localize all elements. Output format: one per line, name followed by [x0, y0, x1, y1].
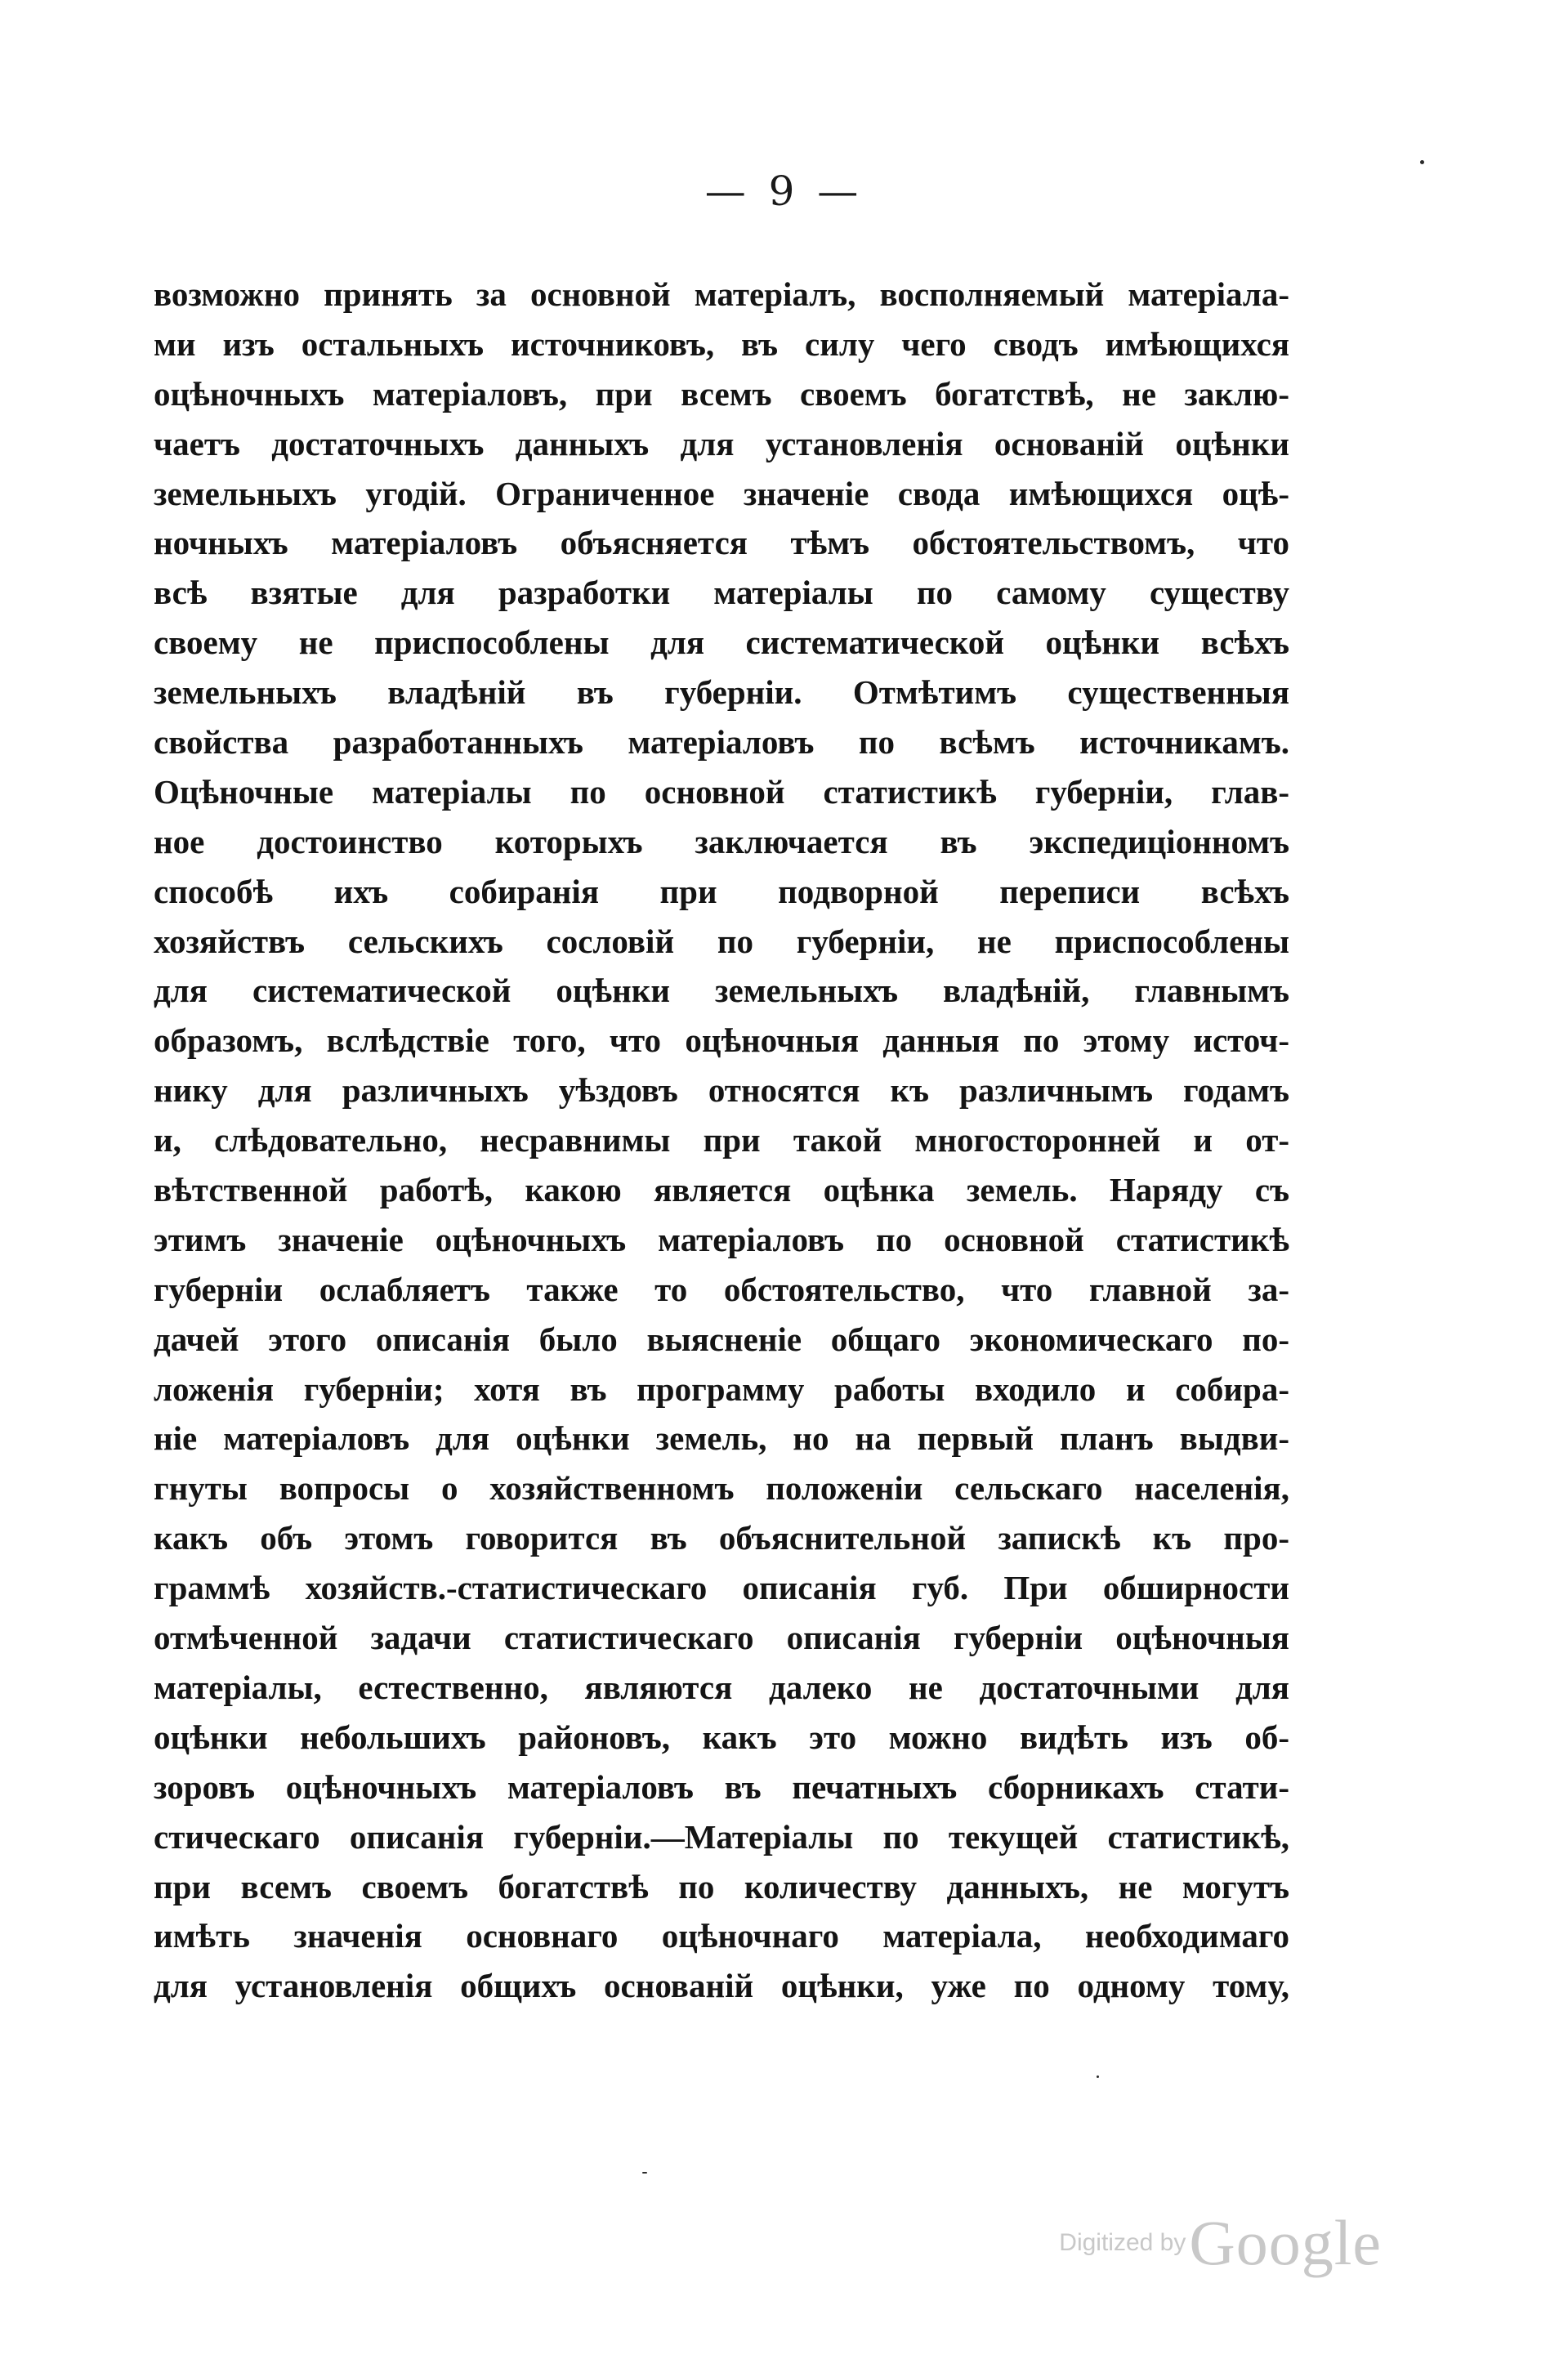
text-line: граммѣ хозяйств.-статистическаго описанія губ. При обширности [154, 1569, 1289, 1607]
watermark-prefix: Digitized by [1059, 2229, 1186, 2256]
text-line: ніе матеріаловъ для оцѣнки земель, но на первый планъ выдви- [154, 1419, 1289, 1458]
text-line: для систематической оцѣнки земельныхъ владѣній, главнымъ [154, 972, 1289, 1010]
text-line: чаетъ достаточныхъ данныхъ для установленія основаній оцѣнки [154, 424, 1289, 462]
text-line: вѣтственной работѣ, какою является оцѣнка земель. Наряду съ [154, 1171, 1289, 1209]
text-line: ложенія губерніи; хотя въ программу работы входило и собира- [154, 1369, 1289, 1408]
text-line: и, слѣдовательно, несравнимы при такой многосторонней и от- [154, 1121, 1289, 1159]
text-line: Оцѣночные матеріалы по основной статистикѣ губерніи, глав- [154, 772, 1289, 811]
text-line: матеріалы, естественно, являются далеко не достаточными для [154, 1668, 1289, 1706]
text-line: зоровъ оцѣночныхъ матеріаловъ въ печатныхъ сборникахъ стати- [154, 1767, 1289, 1806]
scan-speck [642, 2172, 647, 2174]
text-line: хозяйствъ сельскихъ сословій по губерніи, не приспособлены [154, 922, 1289, 960]
text-line: имѣть значенія основнаго оцѣночнаго матеріала, необходимаго [154, 1917, 1289, 1955]
text-line: свойства разработанныхъ матеріаловъ по всѣмъ источникамъ. [154, 723, 1289, 762]
scan-speck [1097, 2075, 1099, 2078]
text-line: оцѣночныхъ матеріаловъ, при всемъ своемъ богатствѣ, не заклю- [154, 374, 1289, 413]
text-line: земельныхъ владѣній въ губерніи. Отмѣтимъ существенныя [154, 673, 1289, 712]
text-line: ночныхъ матеріаловъ объясняется тѣмъ обстоятельствомъ, что [154, 524, 1289, 562]
body-text [154, 270, 1289, 2011]
digitized-by-google-watermark [1059, 2206, 1382, 2280]
text-line: всѣ взятые для разработки матеріалы по самому существу [154, 574, 1289, 612]
text-line: какъ объ этомъ говорится въ объяснительной запискѣ къ про- [154, 1519, 1289, 1557]
text-line: отмѣченной задачи статистическаго описанія губерніи оцѣночныя [154, 1619, 1289, 1657]
text-line: образомъ, вслѣдствіе того, что оцѣночныя данныя по этому источ- [154, 1021, 1289, 1060]
text-line: губерніи ослабляетъ также то обстоятельство, что главной за- [154, 1270, 1289, 1308]
scan-speck [1420, 160, 1424, 164]
text-line: возможно принять за основной матеріалъ, восполняемый матеріала- [154, 275, 1289, 313]
text-line: гнуты вопросы о хозяйственномъ положеніи сельскаго населенія, [154, 1469, 1289, 1508]
text-line: способѣ ихъ собиранія при подворной переписи всѣхъ [154, 872, 1289, 910]
text-line: ми изъ остальныхъ источниковъ, въ силу чего сводъ имѣющихся [154, 324, 1289, 363]
text-line: при всемъ своемъ богатствѣ по количеству данныхъ, не могутъ [154, 1867, 1289, 1906]
text-line: ное достоинство которыхъ заключается въ экспедиціонномъ [154, 822, 1289, 860]
watermark-brand: Google [1189, 2207, 1382, 2278]
text-line: этимъ значеніе оцѣночныхъ матеріаловъ по основной статистикѣ [154, 1220, 1289, 1258]
text-line: оцѣнки небольшихъ районовъ, какъ это можно видѣть изъ об- [154, 1718, 1289, 1756]
text-line: земельныхъ угодій. Ограниченное значеніе свода имѣющихся оцѣ- [154, 474, 1289, 512]
text-line: стическаго описанія губерніи.—Матеріалы по текущей статистикѣ, [154, 1817, 1289, 1856]
text-line: своему не приспособлены для систематической оцѣнки всѣхъ [154, 623, 1289, 662]
text-line: нику для различныхъ уѣздовъ относятся къ различнымъ годамъ [154, 1071, 1289, 1110]
text-line: для установленія общихъ основаній оцѣнки, уже по одному тому, [154, 1967, 1289, 2005]
text-line: дачей этого описанія было выясненіе общаго экономическаго по- [154, 1320, 1289, 1358]
page-number: — 9 — [704, 168, 864, 215]
